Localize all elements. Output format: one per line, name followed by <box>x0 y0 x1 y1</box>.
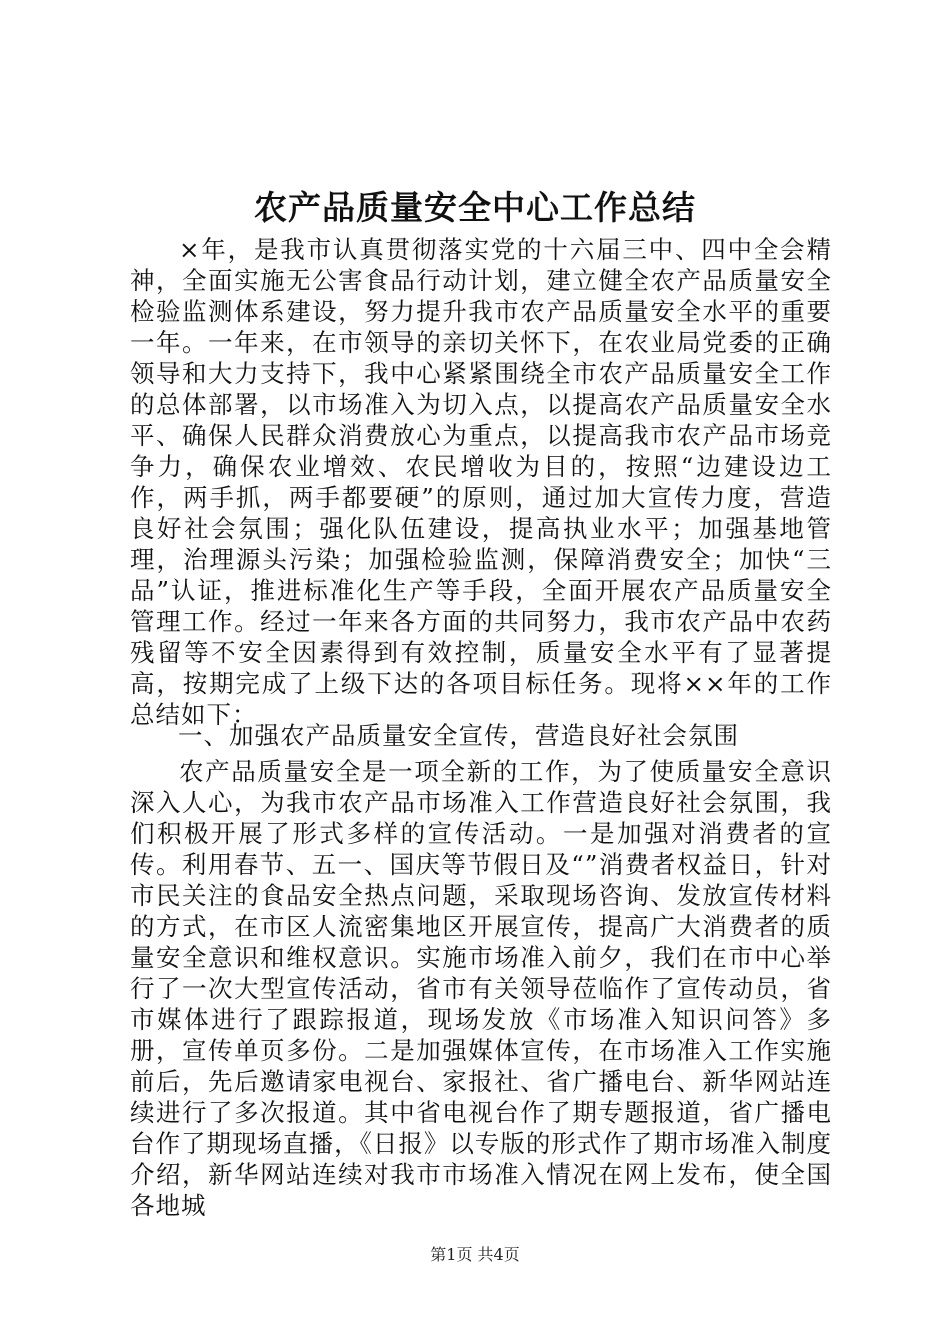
section-heading: 一、加强农产品质量安全宣传，营造良好社会氛围 <box>178 721 739 750</box>
document-title: 农产品质量安全中心工作总结 <box>254 188 696 227</box>
page-number-footer: 第1页 共4页 <box>430 1245 520 1264</box>
intro-paragraph: ×年，是我市认真贯彻落实党的十六届三中、四中全会精神，全面实施无公害食品行动计划，建立健全农产品质量安全检验监测体系建设，努力提升我市农产品质量安全水平的重要一年。一年来，在市领导的亲切关怀下，在农业局党委的正确领导和大力支持下，我中心紧紧围绕全市农产品质量安全工作的总体部署，以市场准入为切入点，以提高农产品质量安全水平、确保人民群众消费放心为重点，以提高我市农产品市场竞争力，确保农业增效、农民增收为目的，按照“边建设边工作，两手抓，两手都要硬”的原则，通过加大宣传力度，营造良好社会氛围；强化队伍建设，提高执业水平；加强基地管理，治理源头污染；加强检验监测，保障消费安全；加快“三品”认证，推进标准化生产等手段，全面开展农产品质量安全管理工作。经过一年来各方面的共同努力，我市农产品中农药残留等不安全因素得到有效控制，质量安全水平有了显著提高，按期完成了上级下达的各项目标任务。现将××年的工作总结如下： <box>130 235 832 729</box>
section-paragraph: 农产品质量安全是一项全新的工作，为了使质量安全意识深入人心，为我市农产品市场准入工作营造良好社会氛围，我们积极开展了形式多样的宣传活动。一是加强对消费者的宣传。利用春节、五一、国庆等节假日及“”消费者权益日，针对市民关注的食品安全热点问题，采取现场咨询、发放宣传材料的方式，在市区人流密集地区开展宣传，提高广大消费者的质量安全意识和维权意识。实施市场准入前夕，我们在市中心举行了一次大型宣传活动，省市有关领导莅临作了宣传动员，省市媒体进行了跟踪报道，现场发放《市场准入知识问答》多册，宣传单页多份。二是加强媒体宣传，在市场准入工作实施前后，先后邀请家电视台、家报社、省广播电台、新华网站连续进行了多次报道。其中省电视台作了期专题报道，省广播电台作了期现场直播，《日报》以专版的形式作了期市场准入制度介绍，新华网站连续对我市市场准入情况在网上发布，使全国各地城 <box>130 757 832 1220</box>
